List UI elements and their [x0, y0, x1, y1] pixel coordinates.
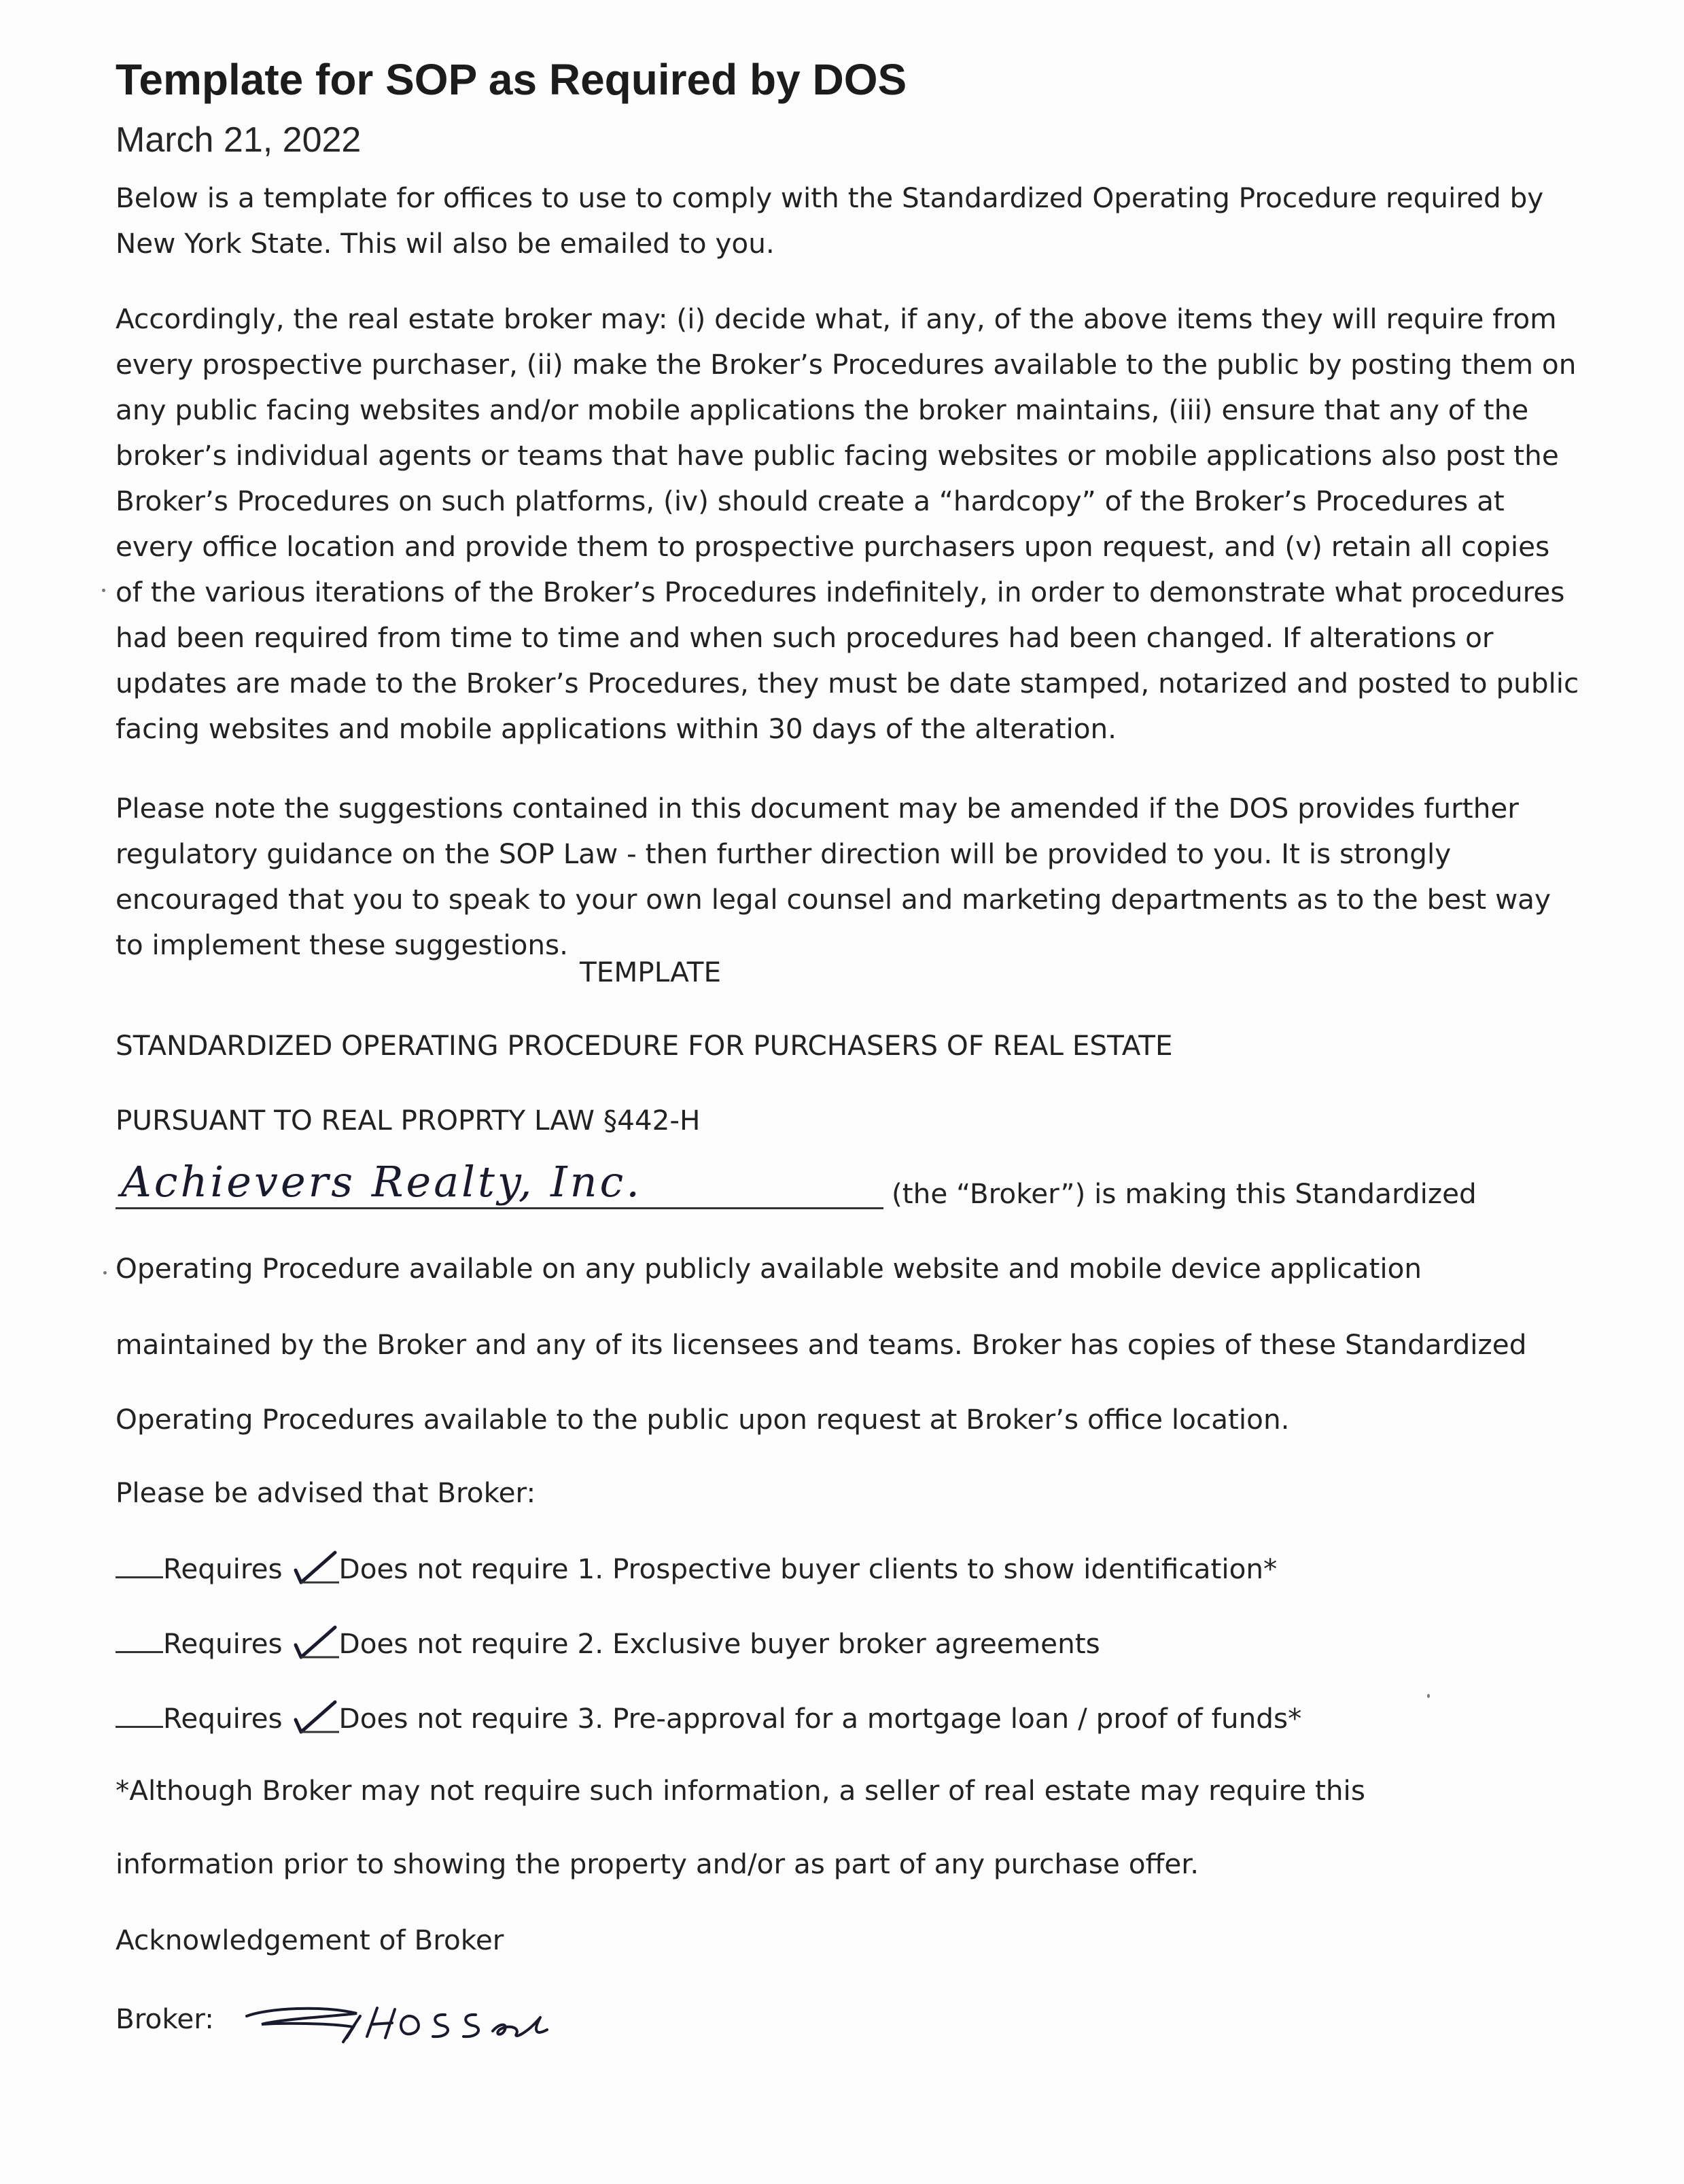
- sop-heading: STANDARDIZED OPERATING PROCEDURE FOR PURCHASERS OF REAL ESTATE: [116, 1029, 1173, 1062]
- intro-paragraph: Below is a template for offices to use to comply with the Standardized Operating Procedure required by New York State. This wil also be emailed to you.: [116, 181, 1544, 260]
- does-not-require-label: Does not require: [338, 1702, 569, 1735]
- broker-statement-line4: Operating Procedures available to the public upon request at Broker’s office location.: [116, 1403, 1290, 1436]
- requires-label: Requires: [163, 1627, 283, 1660]
- broker-signature: [241, 1989, 561, 2064]
- broker-name-handwritten: Achievers Realty, Inc.: [121, 1157, 642, 1207]
- note-paragraph: Please note the suggestions contained in this document may be amended if the DOS provides further regulatory guidance on the SOP Law - then further direction will be provided to you. It is strongly encouraged that you to speak to your own legal counsel and marketing departments as to the best way to implement these suggestions.: [116, 792, 1551, 961]
- footnote-line1: *Although Broker may not require such information, a seller of real estate may require this: [116, 1774, 1365, 1807]
- checkmark-icon[interactable]: [292, 1625, 339, 1660]
- advised-line: Please be advised that Broker:: [116, 1476, 536, 1509]
- broker-name-blank: [116, 1207, 883, 1209]
- requirement-item: 1. Prospective buyer clients to show identification*: [577, 1553, 1278, 1585]
- law-heading: PURSUANT TO REAL PROPRTY LAW §442-H: [116, 1104, 701, 1137]
- requirement-row-2: [116, 1625, 1100, 1660]
- template-heading: TEMPLATE: [580, 956, 722, 988]
- requirement-item: 3. Pre-approval for a mortgage loan / proof of funds*: [577, 1702, 1302, 1735]
- scan-speck: [103, 1271, 107, 1275]
- requires-blank[interactable]: [116, 1705, 163, 1728]
- broker-statement-line2: Operating Procedure available on any publicly available website and mobile device application: [116, 1252, 1422, 1285]
- requirement-row-3: [116, 1699, 1301, 1735]
- footnote-line2: information prior to showing the property and/or as part of any purchase offer.: [116, 1848, 1199, 1880]
- requirement-item: 2. Exclusive buyer broker agreements: [577, 1627, 1100, 1660]
- broker-label: Broker:: [116, 2003, 214, 2035]
- requires-blank[interactable]: [116, 1556, 163, 1578]
- scan-speck: [1427, 1694, 1430, 1698]
- checkmark-icon[interactable]: [292, 1699, 339, 1735]
- accordingly-paragraph: Accordingly, the real estate broker may: (i) decide what, if any, of the above items they will require from every prospective purchaser, (ii) make the Broker’s Procedures available to the public by posting them on any public facing websites and/or mobile applications the broker maintains, (iii) ensure that any of the broker’s individual agents or teams that have public facing websites or mobile applications also post the Broker’s Procedures on such platforms, (iv) should create a “hardcopy” of the Broker’s Procedures at every office location and provide them to prospective purchasers upon request, and (v) retain all copies of the various iterations of the Broker’s Procedures indefinitely, in order to demonstrate what procedures had been required from time to time and when such procedures had been changed. If alterations or updates are made to the Broker’s Procedures, they must be date stamped, notarized and posted to public facing websites and mobile applications within 30 days of the alteration.: [116, 302, 1579, 745]
- requirement-row-1: [116, 1550, 1277, 1585]
- scan-speck: [102, 589, 105, 592]
- requires-blank[interactable]: [116, 1631, 163, 1653]
- acknowledgement-heading: Acknowledgement of Broker: [116, 1924, 504, 1956]
- broker-statement-suffix: (the “Broker”) is making this Standardized: [892, 1177, 1477, 1210]
- broker-statement-line3: maintained by the Broker and any of its licensees and teams. Broker has copies of these Standardized: [116, 1328, 1527, 1361]
- document-title: Template for SOP as Required by DOS: [116, 55, 907, 104]
- does-not-require-label: Does not require: [338, 1627, 569, 1660]
- requires-label: Requires: [163, 1702, 283, 1735]
- checkmark-icon[interactable]: [292, 1550, 339, 1585]
- does-not-require-label: Does not require: [338, 1553, 569, 1585]
- requires-label: Requires: [163, 1553, 283, 1585]
- document-date: March 21, 2022: [116, 120, 362, 160]
